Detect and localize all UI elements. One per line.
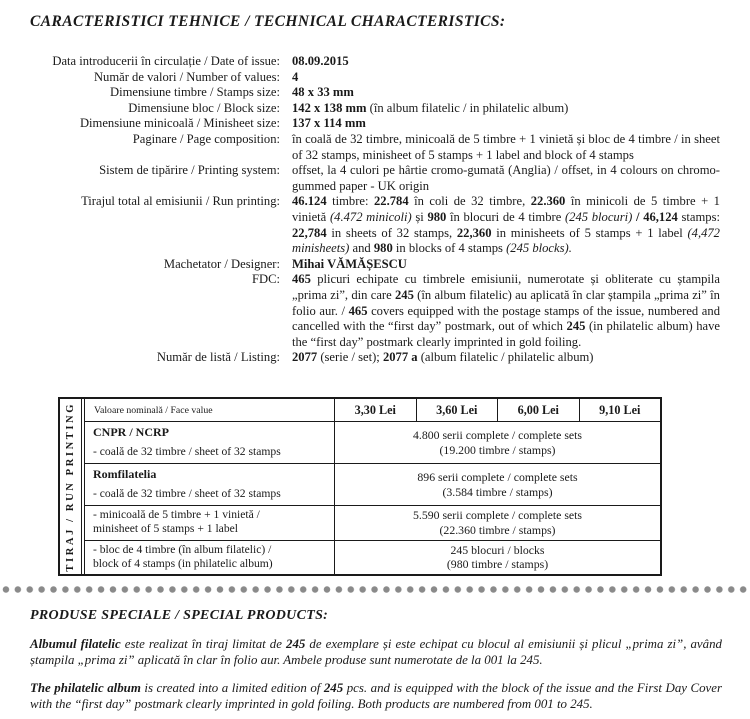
spec-value: 08.09.2015 [292,54,349,68]
row-heading: Romfilatelia [93,467,157,481]
spec-row-listing [30,350,712,366]
spec-row-stamps-size [30,85,712,101]
spec-label: Paginare / Page composition: [132,131,280,146]
table-row-romfilatelia [85,463,660,505]
table-row-cnpr [85,421,660,463]
print-run-table [58,397,662,576]
spec-value: 142 x 138 mm (în album filatelic / in philatelic album) [292,100,569,115]
row-sublabel: - bloc de 4 timbre (în album filatelic) / block of 4 stamps (in philatelic album) [93,542,273,570]
row-sublabel: - coală de 32 timbre / sheet of 32 stamps [93,445,281,458]
price-column-header: 9,10 Lei [599,402,641,417]
row-value-line: (22.360 timbre / stamps) [439,522,556,537]
spec-label: Dimensiune timbre / Stamps size: [110,85,280,100]
row-sublabel: - coală de 32 timbre / sheet of 32 stamps [93,487,281,500]
table-header-row [85,399,660,421]
spec-row-minisheet-size [30,116,712,132]
row-label-cell [85,506,335,540]
row-sublabel: - minicoală de 5 timbre + 1 vinietă / minisheet of 5 stamps + 1 label [93,508,260,536]
spec-row-designer [30,257,712,273]
spec-value: 4 [292,69,299,84]
table-grid [84,399,660,574]
price-column-header: 3,60 Lei [417,399,499,421]
spec-label: Dimensiune minicoală / Minisheet size: [79,116,280,131]
row-value-line: (19.200 timbre / stamps) [439,442,556,457]
spec-value: 465 plicuri echipate cu timbrele emisiunii, numerotate și obliterate cu ștampila „prima zi”, din care 245 (în album filatelic) au aplicată în clar ștampila „prima zi” în folio aur. / 465 covers equipped with the postage stamps of the issue, numbered and cancelled with the “first day” postmark, out of which 245 (in philatelic album) have the “first day” postmark clearly imprinted in gold foiling. [292,272,720,349]
special-paragraph-romanian: Albumul filatelic este realizat în tiraj limitat de 245 de exemplare și este echipat cu blocul al emisiunii și plicul „prima zi”, având ștampila „prima zi” aplicată în clar în folio aur. Ambele produse sunt numerotate de la 001 la 245. [30,637,722,667]
row-label-cell [85,464,335,505]
spec-row-date-of-issue [30,54,712,70]
table-row-block [85,540,660,575]
face-value-header-cell: Valoare nominală / Face value [85,399,335,421]
spec-value: 137 x 114 mm [292,116,366,131]
row-value-line: (980 timbre / stamps) [446,557,549,572]
spec-row-printing-system [30,163,720,194]
dotted-separator [0,586,750,593]
row-value-cell [335,422,660,463]
spec-row-number-of-values [30,70,712,86]
spec-row-run-printing [30,194,720,256]
price-column-header: 6,00 Lei [498,399,580,421]
row-value-line: 5.590 serii complete / complete sets [412,508,583,523]
row-value-line: 245 blocuri / blocks [450,542,545,557]
spec-value: 48 x 33 mm [292,85,354,100]
row-value-line: (3.584 timbre / stamps) [442,484,553,499]
page-title: CARACTERISTICI TEHNICE / TECHNICAL CHARACTERISTICS: [30,13,506,30]
spec-label: Număr de listă / Listing: [156,350,280,365]
spec-row-page-composition [30,131,720,163]
spec-label: Sistem de tipărire / Printing system: [99,163,280,178]
row-value-cell [335,541,660,575]
row-label-cell [85,422,335,463]
table-rotated-header-cell [60,399,82,574]
special-paragraph-english: The philatelic album is created into a limited edition of 245 pcs. and is equipped with the block of the issue and the First Day Cover with the “first day” postmark clearly imprinted in gold foiling. Both products are numbered from 001 to 245. [30,681,722,711]
spec-value: 2077 (serie / set); 2077 a (album filatelic / philatelic album) [292,350,594,365]
spec-label: FDC: [252,272,280,287]
row-value-line: 4.800 serii complete / complete sets [412,428,583,442]
price-column-header: 3,30 Lei [335,399,417,421]
spec-row-block-size [30,101,712,117]
row-label-cell [85,541,335,575]
table-row-minisheet [85,505,660,540]
document-page [0,13,750,719]
row-heading: CNPR / NCRP [93,425,169,439]
spec-label: Dimensiune bloc / Block size: [128,100,280,115]
spec-label: Număr de valori / Number of values: [93,69,280,84]
spec-label: Tirajul total al emisiunii / Run printing: [81,194,280,209]
spec-value: offset, la 4 culori pe hârtie cromo-gumată (Anglia) / offset, in 4 colours on chromo-gummed paper - UK origin [292,163,720,193]
row-value-cell [335,464,660,505]
spec-row-fdc [30,272,720,350]
spec-label: Data introducerii în circulație / Date of issue: [52,54,280,68]
row-value-line: 896 serii complete / complete sets [417,470,578,484]
row-value-cell [335,506,660,540]
spec-value: 46.124 timbre: 22.784 în coli de 32 timbre, 22.360 în minicoli de 5 timbre + 1 vinietă (4.472 minicoli) și 980 în blocuri de 4 timbre (245 blocuri) / 46,124 stamps: 22,784 in sheets of 32 stamps, 22,360 in minisheets of 5 stamps + 1 label (4,472 minisheets) and 980 in blocks of 4 stamps (245 blocks). [292,194,720,256]
spec-value: în coală de 32 timbre, minicoală de 5 timbre + 1 vinietă și bloc de 4 timbre / in sheet of 32 stamps, minisheet of 5 stamps + 1 label and block of 4 stamps [292,131,720,162]
special-products-section [30,608,722,712]
special-products-title: PRODUSE SPECIALE / SPECIAL PRODUCTS: [30,608,329,623]
spec-label: Machetator / Designer: [163,256,280,271]
table-rotated-label: TIRAJ / RUN PRINTING [65,401,76,572]
technical-specs-list [30,54,720,366]
spec-value: Mihai VĂMĂȘESCU [292,256,407,271]
